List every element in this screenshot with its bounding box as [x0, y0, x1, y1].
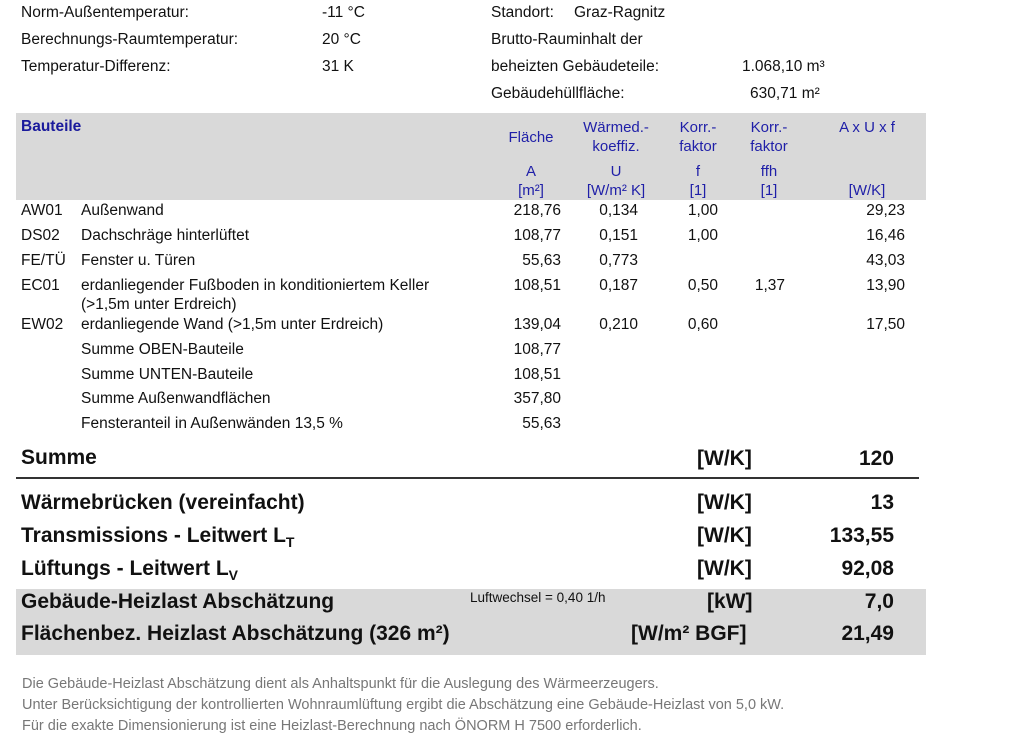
- col-flaeche-symbol: A: [525, 163, 536, 180]
- flaechenbez-label: Flächenbez. Heizlast Abschätzung (326 m²): [21, 622, 450, 645]
- row-area: 108,77: [513, 227, 561, 244]
- row-name: erdanliegender Fußboden in konditioniertem Keller: [81, 277, 430, 294]
- result-unit: [W/K]: [697, 524, 752, 547]
- heizlast-label: Gebäude-Heizlast Abschätzung: [21, 590, 335, 613]
- col-korr-header: [668, 118, 728, 156]
- result-label: [21, 524, 294, 550]
- summe-label: Summe: [21, 446, 97, 469]
- row-area: 139,04: [513, 316, 561, 333]
- sum-row: [0, 390, 1024, 414]
- sum-row: [0, 341, 1024, 365]
- summe-value: 120: [858, 447, 894, 470]
- footer-line: Unter Berücksichtigung der kontrollierten Wohnraumlüftung ergibt die Abschätzung eine Gebäude-Heizlast von 5,0 kW.: [22, 697, 785, 713]
- row-ffh: 1,37: [754, 277, 785, 294]
- divider: [16, 477, 919, 479]
- sum-row: [0, 415, 1024, 439]
- row-u: 0,151: [599, 227, 638, 244]
- col-korr-title2: faktor: [679, 138, 717, 155]
- result-label: [21, 557, 238, 583]
- col-waermed-unit-text: [W/m² K]: [586, 182, 646, 199]
- sum-label: Summe OBEN-Bauteile: [81, 341, 244, 358]
- col-waermed-unit: [570, 162, 662, 200]
- sum-value: 357,80: [513, 390, 561, 407]
- heizlast-unit: [kW]: [707, 590, 753, 613]
- sum-label: Summe Außenwandflächen: [81, 390, 271, 407]
- result-label-text: Transmissions - Leitwert L: [21, 524, 286, 547]
- row-area: 55,63: [522, 252, 561, 269]
- row-code: AW01: [21, 202, 63, 219]
- col-auf-unit: [822, 181, 912, 200]
- standort-value: Graz-Ragnitz: [574, 4, 666, 21]
- flaechenbez-unit: [W/m² BGF]: [631, 622, 747, 645]
- row-code: EC01: [21, 277, 60, 294]
- col-waermed-title2: koeffiz.: [592, 138, 640, 155]
- result-label-text: Lüftungs - Leitwert L: [21, 557, 229, 580]
- row-f: 0,60: [687, 316, 718, 333]
- row-u: 0,134: [599, 202, 638, 219]
- summe-unit: [W/K]: [697, 447, 752, 470]
- norm-temp-value: -11 °C: [322, 4, 365, 21]
- norm-temp-label: Norm-Außentemperatur:: [21, 4, 189, 21]
- row-area: 218,76: [513, 202, 561, 219]
- col-korr-unit-text: [1]: [689, 182, 707, 199]
- brutto-label-line1: Brutto-Rauminhalt der: [491, 31, 643, 48]
- col-korr-symbol: f: [695, 163, 701, 180]
- room-temp-value: 20 °C: [322, 31, 361, 48]
- table-row: [0, 316, 1024, 340]
- col-auf-title: A x U x f: [839, 119, 895, 136]
- footer-line: Für die exakte Dimensionierung ist eine Heizlast-Berechnung nach ÖNORM H 7500 erforderlich.: [22, 718, 642, 734]
- sum-label: Summe UNTEN-Bauteile: [81, 366, 254, 383]
- sum-value: 108,77: [513, 341, 561, 358]
- row-f: 0,50: [687, 277, 718, 294]
- table-row: [0, 277, 1024, 317]
- row-auf: 43,03: [866, 252, 905, 269]
- luftwechsel-note: Luftwechsel = 0,40 1/h: [470, 590, 606, 605]
- col-korr2-title1: Korr.-: [750, 119, 788, 136]
- result-value: 92,08: [841, 557, 894, 580]
- huellflaeche-label: Gebäudehüllfläche:: [491, 85, 625, 102]
- standort-label: Standort:: [491, 4, 554, 21]
- result-unit: [W/K]: [697, 491, 752, 514]
- result-label-subscript: V: [228, 567, 238, 584]
- sum-value: 108,51: [513, 366, 561, 383]
- row-u: 0,210: [599, 316, 638, 333]
- sum-row: [0, 366, 1024, 390]
- row-name: Dachschräge hinterlüftet: [81, 227, 250, 244]
- result-unit: [W/K]: [697, 557, 752, 580]
- row-area: 108,51: [513, 277, 561, 294]
- col-korr2-title2: faktor: [750, 138, 788, 155]
- result-value: 133,55: [829, 524, 894, 547]
- col-flaeche-unit-text: [m²]: [518, 182, 544, 199]
- row-name: Außenwand: [81, 202, 164, 219]
- table-row: [0, 252, 1024, 276]
- row-auf: 16,46: [866, 227, 905, 244]
- col-korr-unit: [668, 162, 728, 200]
- sum-value: 55,63: [522, 415, 561, 432]
- row-u: 0,187: [599, 277, 638, 294]
- huellflaeche-value: 630,71 m²: [750, 85, 820, 102]
- row-code: DS02: [21, 227, 60, 244]
- col-waermed-symbol: U: [610, 163, 622, 180]
- heizlast-value: 7,0: [864, 590, 894, 613]
- row-auf: 13,90: [866, 277, 905, 294]
- row-u: 0,773: [599, 252, 638, 269]
- row-f: 1,00: [687, 227, 718, 244]
- row-auf: 17,50: [866, 316, 905, 333]
- row-name: Fenster u. Türen: [81, 252, 196, 269]
- result-label-subscript: T: [285, 534, 295, 551]
- row-name: erdanliegende Wand (>1,5m unter Erdreich): [81, 316, 384, 333]
- col-flaeche-unit: [495, 162, 567, 200]
- bauteile-header: Bauteile: [21, 118, 82, 135]
- col-korr2-symbol: ffh: [760, 163, 778, 180]
- row-name-line2: (>1,5m unter Erdreich): [81, 296, 237, 313]
- col-korr-title1: Korr.-: [679, 119, 717, 136]
- brutto-label-line2: beheizten Gebäudeteile:: [491, 58, 660, 75]
- col-flaeche-title: Fläche: [508, 129, 554, 146]
- room-temp-label: Berechnungs-Raumtemperatur:: [21, 31, 239, 48]
- row-f: 1,00: [687, 202, 718, 219]
- row-code: EW02: [21, 316, 64, 333]
- sum-label: Fensteranteil in Außenwänden 13,5 %: [81, 415, 343, 432]
- brutto-value: 1.068,10 m³: [742, 58, 825, 75]
- col-flaeche-header: [495, 128, 567, 147]
- result-value: 13: [870, 491, 894, 514]
- col-auf-unit-text: [W/K]: [848, 182, 886, 199]
- table-row: [0, 202, 1024, 226]
- col-waermed-header: [570, 118, 662, 156]
- col-auf-header: [822, 118, 912, 137]
- footer-line: Die Gebäude-Heizlast Abschätzung dient als Anhaltspunkt für die Auslegung des Wärmeerzeugers.: [22, 676, 659, 692]
- result-label: Wärmebrücken (vereinfacht): [21, 491, 305, 514]
- col-korr2-unit-text: [1]: [760, 182, 778, 199]
- row-auf: 29,23: [866, 202, 905, 219]
- col-korr2-unit: [739, 162, 799, 200]
- table-row: [0, 227, 1024, 251]
- temp-diff-label: Temperatur-Differenz:: [21, 58, 171, 75]
- col-waermed-title1: Wärmed.-: [583, 119, 649, 136]
- temp-diff-value: 31 K: [322, 58, 354, 75]
- flaechenbez-value: 21,49: [841, 622, 894, 645]
- col-korr2-header: [739, 118, 799, 156]
- row-code: FE/TÜ: [21, 252, 66, 269]
